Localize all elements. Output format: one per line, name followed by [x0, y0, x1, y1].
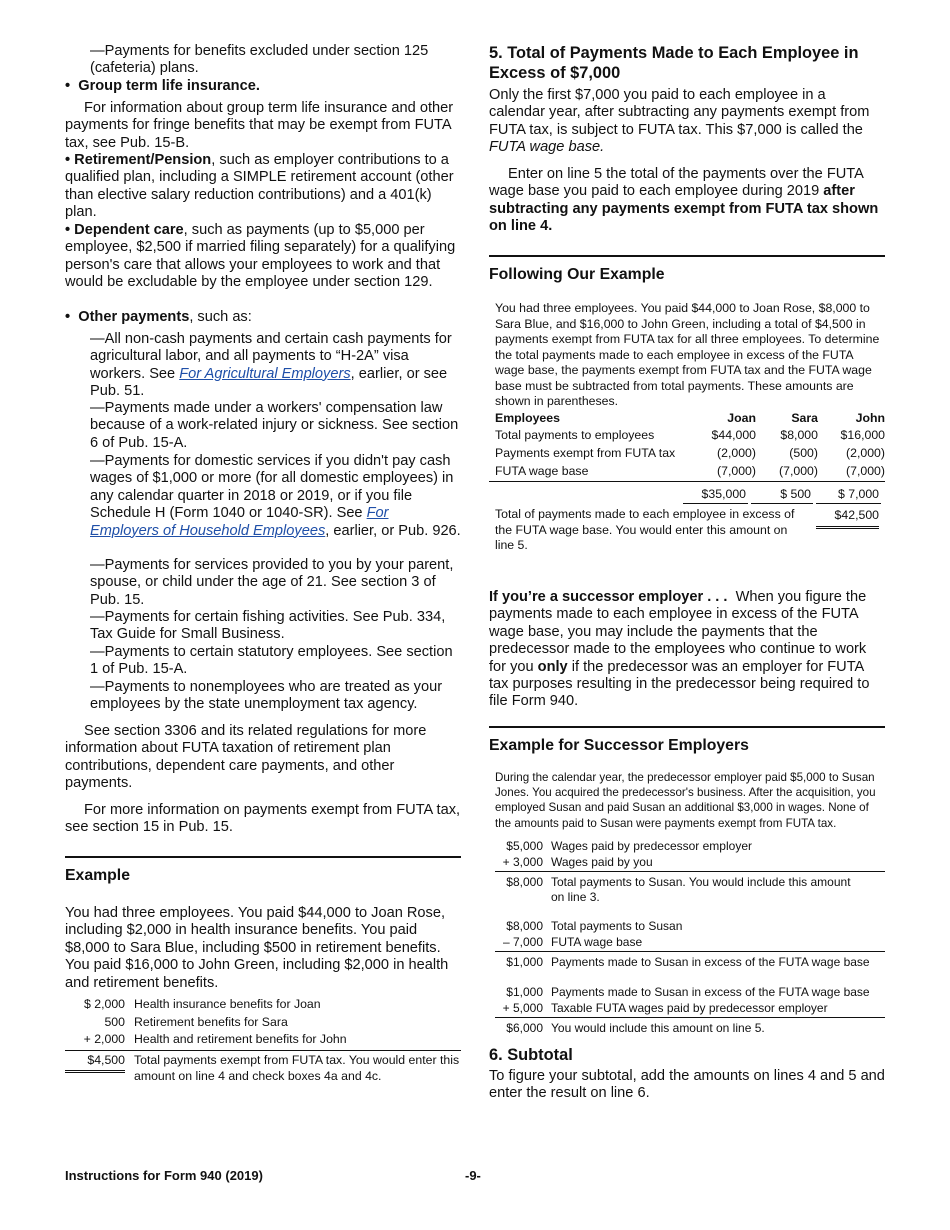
subtotal-rule: [816, 503, 881, 504]
following-text: You had three employees. You paid $44,000 to Joan Rose, $8,000 to Sara Blue, and $16,000 to John Green, including a total of $4,500 in payments exempt from FUTA tax for all three employees. To determine the total payments made to each employee in excess of the FUTA wage base, the payments exempt from FUTA tax and the FUTA wage base must be subtracted from total payments. These amounts are shown in parentheses.: [495, 301, 880, 408]
subtotal-joan: $35,000: [701, 487, 746, 501]
example-divider: [65, 856, 461, 858]
successor-example-heading: Example for Successor Employers: [489, 737, 749, 754]
page-number: -9-: [465, 1168, 481, 1183]
group-term-title: Group term life insurance.: [78, 78, 260, 94]
dependent-bullet: • Dependent care, such as payments (up to $5,000 per employee, $2,500 if married filing separately) for a qualifying person's care that allows your employees to work and that would be excludable by the employee under section 129.: [65, 222, 456, 291]
following-heading: Following Our Example: [489, 266, 665, 283]
subtotal-john: $ 7,000: [837, 487, 879, 501]
example-row: 500 Retirement benefits for Sara: [104, 1015, 288, 1029]
section-6-text: To figure your subtotal, add the amounts on lines 4 and 5 and enter the result on line 6.: [489, 1068, 885, 1102]
successor-divider: [489, 726, 885, 728]
table-row: FUTA wage base (7,000) (7,000) (7,000): [495, 464, 885, 478]
section-3306-text: See section 3306 and its related regulations for more information about FUTA taxation of retirement plan contributions, dependent care payments, and other payments.: [65, 723, 427, 792]
nonemployees-item: —Payments to nonemployees who are treated as your employees by the state unemployment tax agency.: [90, 679, 443, 713]
subtotal-sara: $ 500: [780, 487, 811, 501]
example-row: $ 2,000 Health insurance benefits for Joan: [83, 997, 321, 1011]
group-term-text: For information about group term life insurance and other payments for fringe benefits that may be exempt from FUTA tax, see Pub. 15-B.: [65, 100, 454, 151]
section-5-heading: 5. Total of Payments Made to Each Employee in Excess of $7,000: [489, 44, 859, 82]
successor-paragraph: If you’re a successor employer . . . When you figure the payments made to each employee in excess of the FUTA wage base, you may include the payments that the predecessor made to the employees who continue to work for you only if the predecessor was an employer for FUTA tax purposes resulting in the predecessor being required to file Form 940.: [489, 589, 870, 710]
retirement-title: Retirement/Pension: [74, 152, 212, 168]
example-row: + 2,000 Health and retirement benefits for John: [65, 1032, 461, 1051]
group-term-bullet: • Group term life insurance.: [65, 78, 260, 94]
more-info-text: For more information on payments exempt from FUTA tax, see section 15 in Pub. 15.: [65, 802, 461, 836]
table-total-amount: $42,500: [816, 508, 879, 529]
table-rule: [489, 481, 885, 482]
table-row: + 3,000 Wages paid by you: [495, 855, 885, 872]
section-5-paragraph-1: Only the first $7,000 you paid to each employee in a calendar year, after subtracting any payments exempt from FUTA tax, is subject to FUTA tax. This $7,000 is called the FUTA wage base.: [489, 87, 870, 156]
household-employees-link[interactable]: For Employers of Household Employees: [90, 505, 389, 539]
employees-table: [495, 411, 885, 482]
noncash-item: —All non-cash payments and certain cash payments for agricultural labor, and all payments to “H-2A” visa workers. See For Agricultural Employers, earlier, or see Pub. 51.: [90, 331, 452, 400]
table-row: $5,000 Wages paid by predecessor employer: [506, 839, 752, 853]
employees-table-header: Employees Joan Sara John: [495, 411, 885, 425]
following-divider: [489, 255, 885, 257]
table-row: + 5,000 Taxable FUTA wages paid by predecessor employer: [495, 1001, 885, 1018]
retirement-bullet: • Retirement/Pension, such as employer contributions to a qualified plan, including a SIMPLE retirement account (other than elective salary reduction contributions) and a 401(k) plan.: [65, 152, 454, 221]
subtotal-rule: [683, 503, 748, 504]
parent-item: —Payments for services provided to you by your parent, spouse, or child under the age of 21. See section 3 of Pub. 15.: [90, 557, 454, 608]
table-row: Payments exempt from FUTA tax (2,000) (500) (2,000): [495, 446, 885, 460]
dependent-title: Dependent care: [74, 222, 184, 238]
section-5-paragraph-2: Enter on line 5 the total of the payments over the FUTA wage base you paid to each employee during 2019 after subtracting any payments exempt from FUTA tax shown on line 4.: [489, 166, 879, 235]
fishing-item: —Payments for certain fishing activities. See Pub. 334, Tax Guide for Small Business.: [90, 609, 446, 643]
other-bullet: • Other payments, such as:: [65, 309, 252, 325]
table-row: $8,000 Total payments to Susan. You would include this amount on line 3.: [506, 875, 851, 905]
footer-title: Instructions for Form 940 (2019): [65, 1168, 263, 1183]
domestic-item: —Payments for domestic services if you didn't pay cash wages of $1,000 or more (for all domestic employees) in any calendar quarter in 2018 or 2019, or if you file Schedule H (Form 1040 or 1040-SR). See For Employers of Household Employees, earlier, or Pub. 926.: [90, 453, 461, 539]
example-total-row: $4,500 Total payments exempt from FUTA tax. You would enter this amount on line 4 and check boxes 4a and 4c.: [65, 1051, 461, 1085]
agricultural-employers-link[interactable]: For Agricultural Employers: [179, 365, 351, 382]
example-table: [65, 997, 461, 1084]
subtotal-rule: [751, 503, 813, 504]
table-row: $6,000 You would include this amount on line 5.: [506, 1021, 765, 1035]
table-row: Total payments to employees $44,000 $8,000 $16,000: [495, 428, 885, 442]
table-row: $8,000 Total payments to Susan: [506, 919, 683, 933]
successor-example-text: During the calendar year, the predecessor employer paid $5,000 to Susan Jones. You acquired the predecessor's business. After the acquisition, you employed Susan and paid Susan an additional $3,000 in wages. None of the amounts paid to Susan were payments exempt from FUTA tax.: [495, 771, 876, 830]
statutory-item: —Payments to certain statutory employees. See section 1 of Pub. 15-A.: [90, 644, 453, 678]
workers-comp-item: —Payments made under a workers' compensation law because of a work-related injury or sickness. See section 6 of Pub. 15-A.: [90, 400, 459, 451]
successor-table: [495, 839, 885, 1037]
table-row: $1,000 Payments made to Susan in excess of the FUTA wage base: [506, 985, 870, 999]
cafeteria-item: —Payments for benefits excluded under section 125 (cafeteria) plans.: [90, 43, 429, 77]
table-row: – 7,000 FUTA wage base: [495, 935, 885, 952]
table-total-description: Total of payments made to each employee in excess of the FUTA wage base. You would enter this amount on line 5.: [495, 507, 795, 552]
section-6-heading: 6. Subtotal: [489, 1046, 573, 1064]
example-text: You had three employees. You paid $44,000 to Joan Rose, including $2,000 in health insurance benefits. You paid $8,000 to Sara Blue, including $500 in retirement benefits. You paid $16,000 to John Green, including $2,000 in health and retirement benefits.: [65, 905, 449, 991]
table-row: $1,000 Payments made to Susan in excess of the FUTA wage base: [506, 955, 870, 969]
other-title: Other payments: [78, 309, 190, 325]
example-heading: Example: [65, 867, 130, 884]
